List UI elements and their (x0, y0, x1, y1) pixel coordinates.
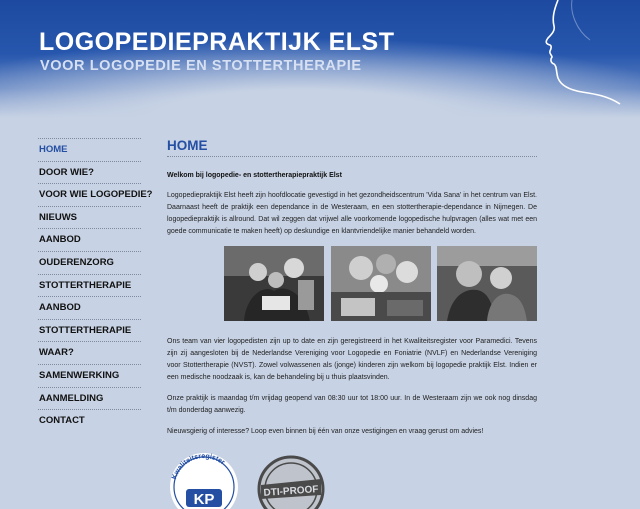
site-subtitle: VOOR LOGOPEDIE EN STOTTERTHERAPIE (40, 58, 362, 74)
photo-children-reading (224, 246, 324, 321)
nav-item-door-wie[interactable]: DOOR WIE? (38, 161, 141, 184)
kwaliteitsregister-logo[interactable] (167, 447, 241, 509)
nav-item-stottertherapie-2[interactable]: STOTTERTHERAPIE (38, 319, 141, 342)
quality-logos (167, 447, 537, 507)
nav-item-nieuws[interactable]: NIEUWS (38, 206, 141, 229)
welcome-heading: Welkom bij logopedie- en stottertherapiepraktijk Elst (167, 172, 342, 179)
nav-item-home[interactable]: HOME (38, 138, 141, 161)
kp-ring-text: Kwaliteitsregister (171, 452, 226, 481)
page-title: HOME (167, 138, 537, 157)
main-content (167, 138, 537, 507)
kp-letters: KP (193, 491, 215, 508)
nav-item-voor-wie-logopedie[interactable]: VOOR WIE LOGOPEDIE? (38, 183, 141, 206)
nav-item-waar[interactable]: WAAR? (38, 341, 141, 364)
nav-item-aanbod-2[interactable]: AANBOD (38, 296, 141, 319)
nav-item-aanbod[interactable]: AANBOD (38, 228, 141, 251)
contact-invite-paragraph: Nieuwsgierig of interesse? Loop even binnen bij één van onze vestigingen en vraag gerust om advies! (167, 428, 484, 435)
nav-item-samenwerking[interactable]: SAMENWERKING (38, 364, 141, 387)
dti-proof-stamp-logo[interactable] (255, 451, 327, 509)
site-title: LOGOPEDIEPRAKTIJK ELST (39, 28, 395, 56)
nav-item-stottertherapie[interactable]: STOTTERTHERAPIE (38, 274, 141, 297)
photo-toys (331, 246, 431, 321)
site-header (0, 0, 640, 118)
face-silhouette-icon (540, 0, 640, 110)
team-paragraph: Ons team van vier logopedisten zijn up to date en zijn geregistreerd in het Kwaliteitsregister voor Paramedici. Tevens zijn zij aangesloten bij de Nederlandse Vereniging voor Logopedie en Foniatrie (NVLF) en Nederlandse Vereniging voor Stottertherapie (NVST). Zowel volwassenen als (jonge) kinderen zijn welkom bij logopedie praktijk Elst. Indien er een medische noodzaak is, kan de behandeling bij u thuis plaatsvinden. (167, 338, 537, 381)
nav-item-ouderenzorg[interactable]: OUDERENZORG (38, 251, 141, 274)
nav-item-contact[interactable]: CONTACT (38, 409, 141, 432)
photo-therapist-child (437, 246, 537, 321)
photo-strip (167, 246, 537, 321)
nav-item-aanmelding[interactable]: AANMELDING (38, 387, 141, 410)
opening-hours-paragraph: Onze praktijk is maandag t/m vrijdag geopend van 08:30 uur tot 18:00 uur. In de Westeraam zijn we ook nog dinsdag t/m donderdag aanwezig. (167, 395, 537, 414)
main-nav (38, 138, 153, 432)
intro-paragraph: Logopediepraktijk Elst heeft zijn hoofdlocatie gevestigd in het gezondheidscentrum 'Vida Sana' in het centrum van Elst. Daarnaast heeft de praktijk een dependance in de Westeraam, en een stottertherapie-dependance in Nijmegen. De logopediepraktijk is allround. Dat wil zeggen dat vrijwel alle voorkomende logopedische hulpvragen (alles wat met een goede communicatie te maken heeft) op deskundige en klantvriendelijke manier behandeld worden. (167, 192, 537, 235)
dti-proof-text: DTI-PROOF (263, 484, 319, 499)
